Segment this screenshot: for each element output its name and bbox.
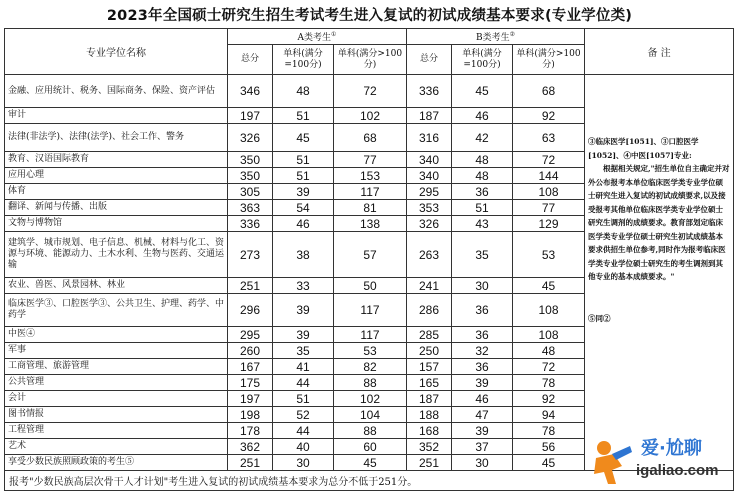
- score-b-sub1: 32: [452, 343, 513, 359]
- score-b-total: 251: [407, 455, 452, 471]
- major-name: 翻译、新闻与传播、出版: [5, 200, 228, 216]
- score-b-sub2: 94: [513, 407, 585, 423]
- major-name: 工程管理: [5, 423, 228, 439]
- score-table: [4, 28, 734, 491]
- remark-cell: [585, 75, 734, 471]
- score-b-sub1: 48: [452, 152, 513, 168]
- major-name: 建筑学、城市规划、电子信息、机械、材料与化工、资源与环境、能源动力、土木水利、生物与医药、交通运输: [5, 232, 228, 278]
- watermark-text: 爱·尬聊: [641, 438, 702, 459]
- score-b-total: 336: [407, 75, 452, 108]
- score-a-sub2: 117: [334, 294, 407, 327]
- header-b-sub2: 单科(满分>100分): [513, 45, 585, 75]
- score-b-sub1: 42: [452, 124, 513, 152]
- score-a-total: 251: [228, 278, 273, 294]
- major-name: 艺术: [5, 439, 228, 455]
- score-a-sub1: 30: [273, 455, 334, 471]
- score-a-sub2: 104: [334, 407, 407, 423]
- score-a-sub1: 33: [273, 278, 334, 294]
- score-a-total: 350: [228, 168, 273, 184]
- score-a-total: 260: [228, 343, 273, 359]
- score-b-total: 187: [407, 391, 452, 407]
- score-a-sub2: 102: [334, 108, 407, 124]
- score-a-sub2: 102: [334, 391, 407, 407]
- score-b-sub2: 108: [513, 327, 585, 343]
- score-a-sub1: 40: [273, 439, 334, 455]
- score-a-total: 296: [228, 294, 273, 327]
- score-b-total: 263: [407, 232, 452, 278]
- score-b-sub2: 144: [513, 168, 585, 184]
- score-a-sub1: 45: [273, 124, 334, 152]
- score-b-total: 241: [407, 278, 452, 294]
- score-b-sub2: 92: [513, 391, 585, 407]
- score-b-sub2: 68: [513, 75, 585, 108]
- score-b-total: 187: [407, 108, 452, 124]
- major-name: 工商管理、旅游管理: [5, 359, 228, 375]
- score-b-sub1: 39: [452, 423, 513, 439]
- major-name: 临床医学③、口腔医学③、公共卫生、护理、药学、中药学: [5, 294, 228, 327]
- header-a-sub1: 单科(满分=100分): [273, 45, 334, 75]
- score-b-total: 295: [407, 184, 452, 200]
- score-b-total: 285: [407, 327, 452, 343]
- score-a-total: 175: [228, 375, 273, 391]
- score-b-sub2: 77: [513, 200, 585, 216]
- score-b-sub1: 36: [452, 184, 513, 200]
- header-remark: 备 注: [585, 29, 734, 75]
- major-name: 审计: [5, 108, 228, 124]
- score-a-sub2: 57: [334, 232, 407, 278]
- score-a-total: 273: [228, 232, 273, 278]
- score-b-sub1: 36: [452, 359, 513, 375]
- score-a-sub1: 51: [273, 108, 334, 124]
- header-a-total: 总分: [228, 45, 273, 75]
- header-b-total: 总分: [407, 45, 452, 75]
- score-b-sub2: 92: [513, 108, 585, 124]
- score-a-total: 363: [228, 200, 273, 216]
- score-a-sub1: 41: [273, 359, 334, 375]
- score-b-sub1: 36: [452, 327, 513, 343]
- score-table-container: [4, 28, 733, 491]
- score-a-sub2: 117: [334, 327, 407, 343]
- score-b-sub2: 78: [513, 423, 585, 439]
- score-a-total: 197: [228, 391, 273, 407]
- major-name: 图书情报: [5, 407, 228, 423]
- table-row: [5, 75, 734, 108]
- major-name: 公共管理: [5, 375, 228, 391]
- score-b-sub1: 30: [452, 278, 513, 294]
- score-a-total: 305: [228, 184, 273, 200]
- score-b-sub2: 63: [513, 124, 585, 152]
- score-a-sub2: 81: [334, 200, 407, 216]
- score-b-total: 168: [407, 423, 452, 439]
- score-a-total: 346: [228, 75, 273, 108]
- score-b-sub1: 45: [452, 75, 513, 108]
- score-b-sub2: 72: [513, 359, 585, 375]
- major-name: 军事: [5, 343, 228, 359]
- score-a-sub2: 60: [334, 439, 407, 455]
- score-b-sub1: 30: [452, 455, 513, 471]
- header-group-b: B类考生②: [407, 29, 585, 45]
- score-b-sub2: 72: [513, 152, 585, 168]
- score-a-sub1: 39: [273, 294, 334, 327]
- score-a-total: 362: [228, 439, 273, 455]
- score-a-sub1: 39: [273, 327, 334, 343]
- score-b-total: 157: [407, 359, 452, 375]
- score-a-sub1: 51: [273, 152, 334, 168]
- score-a-total: 251: [228, 455, 273, 471]
- score-a-sub1: 51: [273, 168, 334, 184]
- major-name: 法律(非法学)、法律(法学)、社会工作、警务: [5, 124, 228, 152]
- score-a-sub1: 48: [273, 75, 334, 108]
- score-a-total: 178: [228, 423, 273, 439]
- header-major: 专业学位名称: [5, 29, 228, 75]
- score-b-sub1: 47: [452, 407, 513, 423]
- score-b-sub1: 39: [452, 375, 513, 391]
- score-b-total: 340: [407, 168, 452, 184]
- footnote: 报考"少数民族高层次骨干人才计划"考生进入复试的初试成绩基本要求为总分不低于251分。: [5, 471, 734, 491]
- header-a-sub2: 单科(满分>100分): [334, 45, 407, 75]
- score-a-sub1: 39: [273, 184, 334, 200]
- major-name: 农业、兽医、风景园林、林业: [5, 278, 228, 294]
- score-a-sub2: 82: [334, 359, 407, 375]
- score-b-total: 316: [407, 124, 452, 152]
- score-a-total: 197: [228, 108, 273, 124]
- score-b-sub2: 78: [513, 375, 585, 391]
- score-b-total: 352: [407, 439, 452, 455]
- score-a-sub2: 53: [334, 343, 407, 359]
- score-b-total: 188: [407, 407, 452, 423]
- score-b-total: 250: [407, 343, 452, 359]
- score-b-sub1: 51: [452, 200, 513, 216]
- score-b-sub2: 108: [513, 294, 585, 327]
- score-a-total: 295: [228, 327, 273, 343]
- score-b-sub2: 48: [513, 343, 585, 359]
- score-a-sub2: 72: [334, 75, 407, 108]
- score-a-sub2: 77: [334, 152, 407, 168]
- major-name: 教育、汉语国际教育: [5, 152, 228, 168]
- score-b-total: 353: [407, 200, 452, 216]
- score-a-total: 198: [228, 407, 273, 423]
- major-name: 中医④: [5, 327, 228, 343]
- score-b-sub2: 45: [513, 455, 585, 471]
- score-a-sub2: 117: [334, 184, 407, 200]
- major-name: 体育: [5, 184, 228, 200]
- score-a-total: 350: [228, 152, 273, 168]
- score-b-sub1: 35: [452, 232, 513, 278]
- score-a-sub2: 138: [334, 216, 407, 232]
- remark-body: 根据相关规定,"招生单位自主确定并对外公布报考本单位临床医学类专业学位硕士研究生进入复试的初试成绩要求,以及接受报考其他单位临床医学类专业学位硕士研究生调剂的成绩要求。教育部划定临床医学类专业学位硕士研究生初试成绩基本要求供招生单位参考,同时作为报考临床医学类专业学位硕士研究生的考生调剂到其他专业的基本成绩要求。": [588, 164, 730, 281]
- remark-line1: ③临床医学[1051]、③口腔医学[1052]、④中医[1057]专业:: [588, 137, 699, 160]
- score-b-sub2: 56: [513, 439, 585, 455]
- major-name: 应用心理: [5, 168, 228, 184]
- score-b-sub2: 53: [513, 232, 585, 278]
- score-b-sub1: 46: [452, 108, 513, 124]
- header-b-sub1: 单科(满分=100分): [452, 45, 513, 75]
- score-b-total: 165: [407, 375, 452, 391]
- header-group-a: A类考生①: [228, 29, 407, 45]
- score-b-sub2: 129: [513, 216, 585, 232]
- score-a-sub1: 44: [273, 375, 334, 391]
- score-a-total: 326: [228, 124, 273, 152]
- score-a-sub1: 54: [273, 200, 334, 216]
- score-b-total: 286: [407, 294, 452, 327]
- score-b-total: 340: [407, 152, 452, 168]
- remark-line2: ⑤同②: [588, 313, 611, 323]
- score-b-sub2: 108: [513, 184, 585, 200]
- score-b-total: 326: [407, 216, 452, 232]
- score-b-sub1: 43: [452, 216, 513, 232]
- major-name: 金融、应用统计、税务、国际商务、保险、资产评估: [5, 75, 228, 108]
- score-b-sub1: 46: [452, 391, 513, 407]
- page-title: 2023年全国硕士研究生招生考试考生进入复试的初试成绩基本要求(专业学位类): [106, 8, 633, 24]
- score-b-sub1: 48: [452, 168, 513, 184]
- score-a-sub1: 44: [273, 423, 334, 439]
- score-a-sub2: 153: [334, 168, 407, 184]
- score-a-sub1: 51: [273, 391, 334, 407]
- score-a-sub2: 45: [334, 455, 407, 471]
- score-a-sub2: 88: [334, 423, 407, 439]
- major-name: 享受少数民族照顾政策的考生⑤: [5, 455, 228, 471]
- score-a-sub2: 50: [334, 278, 407, 294]
- major-name: 文物与博物馆: [5, 216, 228, 232]
- watermark-url: igaliao.com: [636, 462, 719, 479]
- score-a-sub2: 68: [334, 124, 407, 152]
- score-a-total: 336: [228, 216, 273, 232]
- score-b-sub2: 45: [513, 278, 585, 294]
- score-a-sub1: 52: [273, 407, 334, 423]
- score-a-sub1: 38: [273, 232, 334, 278]
- score-a-sub1: 46: [273, 216, 334, 232]
- major-name: 会计: [5, 391, 228, 407]
- score-b-sub1: 36: [452, 294, 513, 327]
- score-a-sub2: 88: [334, 375, 407, 391]
- score-b-sub1: 37: [452, 439, 513, 455]
- score-a-sub1: 35: [273, 343, 334, 359]
- score-a-total: 167: [228, 359, 273, 375]
